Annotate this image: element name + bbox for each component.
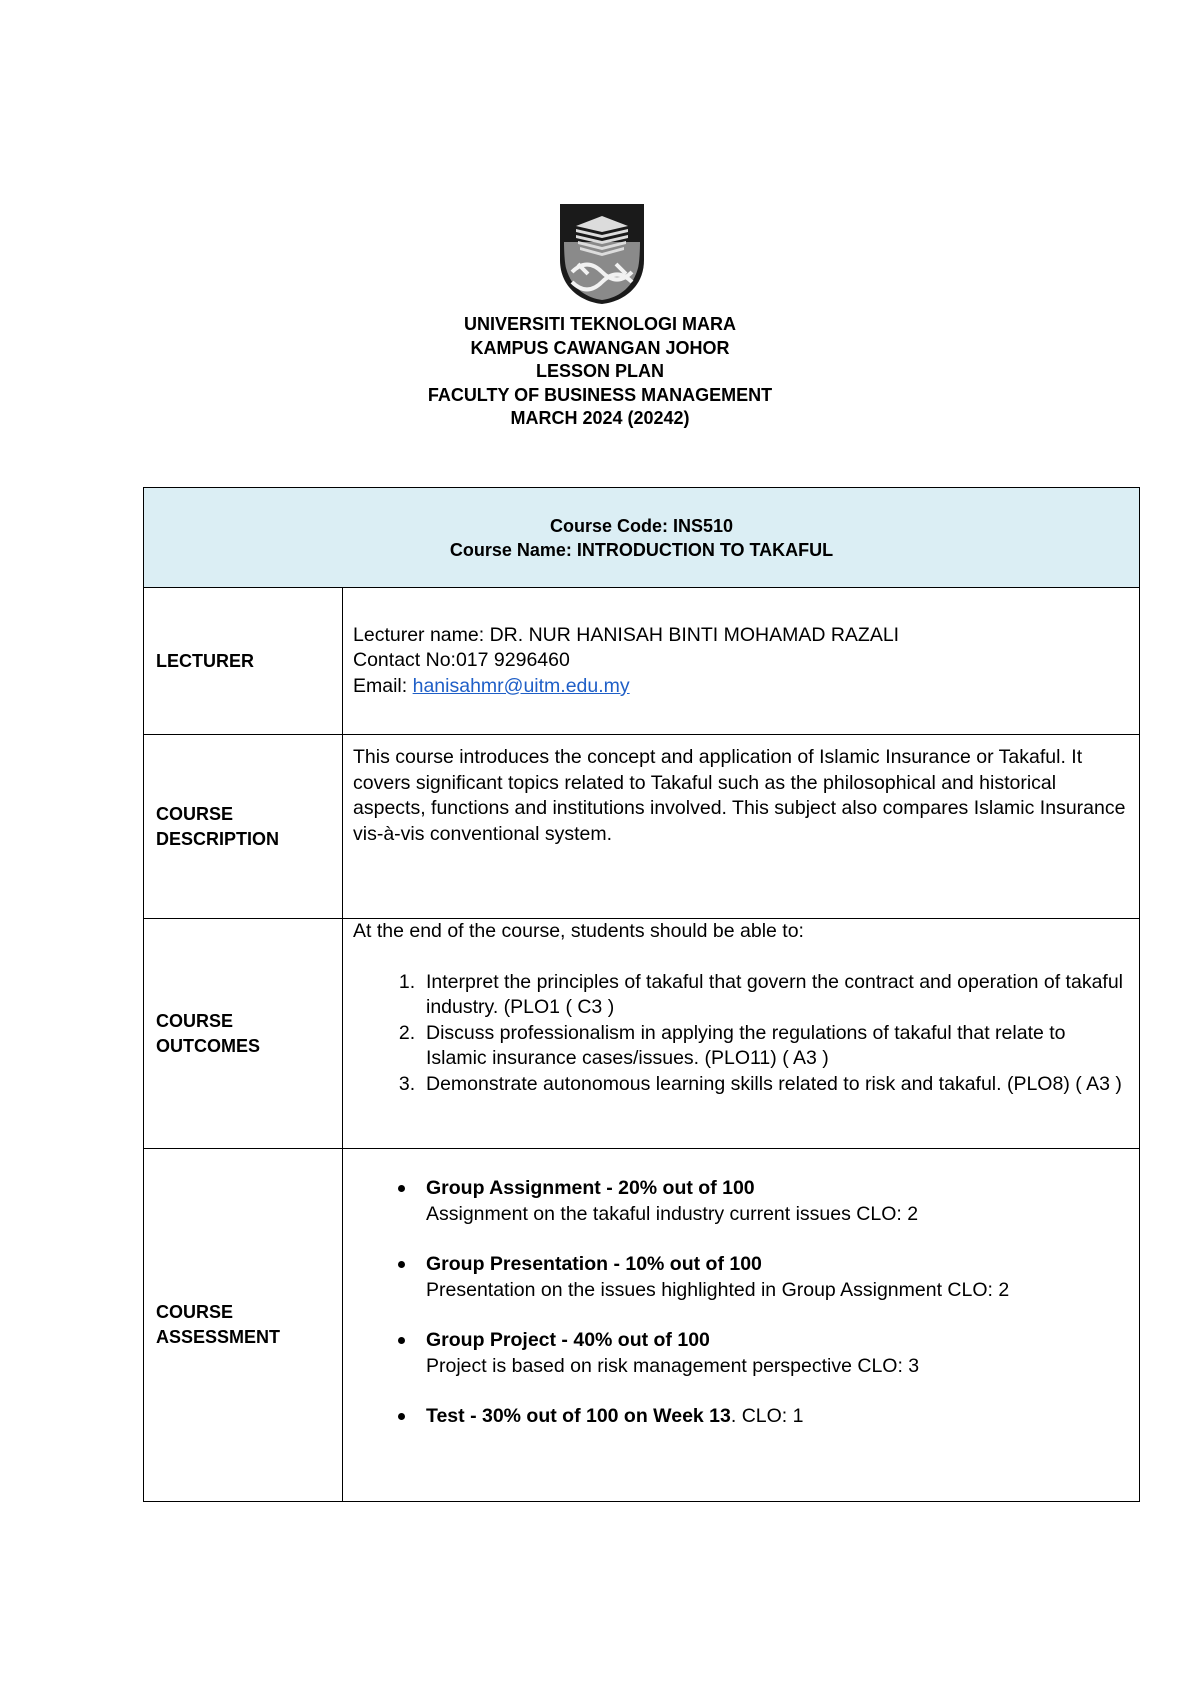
assessment-item xyxy=(398,1404,1129,1430)
bullet-icon xyxy=(398,1261,405,1268)
outcomes-content xyxy=(343,919,1140,1149)
description-label-line-1: COURSE xyxy=(156,803,234,824)
bullet-icon xyxy=(398,1185,405,1192)
description-label xyxy=(144,735,343,919)
assessment-label xyxy=(144,1149,343,1502)
faculty-name: FACULTY OF BUSINESS MANAGEMENT xyxy=(427,384,773,405)
outcome-item: 2. Discuss professionalism in applying the regulations of takaful that relate to Islamic insurance cases/issues. (PLO11) ( A3 ) xyxy=(426,1021,1129,1072)
semester: MARCH 2024 (20242) xyxy=(510,408,690,428)
lecturer-email-line xyxy=(353,674,1129,700)
bullet-icon xyxy=(398,1337,405,1344)
outcomes-row xyxy=(144,919,1140,1149)
outcome-item: 1. Interpret the principles of takaful that govern the contract and operation of takaful industry. (PLO1 ( C3 ) xyxy=(426,970,1129,1021)
assessment-label-line-2: ASSESSMENT xyxy=(156,1327,281,1347)
lesson-plan-table xyxy=(143,487,1140,1502)
description-row xyxy=(144,735,1140,919)
lecturer-email-link[interactable]: hanisahmr@uitm.edu.my xyxy=(412,674,630,697)
assessment-title: Test - 30% out of 100 on Week 13 xyxy=(426,1405,731,1427)
assessment-detail: Assignment on the takaful industry current issues CLO: 2 xyxy=(426,1202,919,1225)
assessment-item xyxy=(398,1176,1129,1227)
assessment-detail: Presentation on the issues highlighted in Group Assignment CLO: 2 xyxy=(426,1278,1010,1301)
lecturer-name: Lecturer name: DR. NUR HANISAH BINTI MOHAMAD RAZALI xyxy=(353,623,900,646)
assessment-title: Group Project - 40% out of 100 xyxy=(426,1329,710,1351)
assessment-label-line-1: COURSE xyxy=(156,1302,234,1322)
description-label-line-2: DESCRIPTION xyxy=(156,828,280,849)
description-text: This course introduces the concept and application of Islamic Insurance or Takaful. It covers significant topics related to Takaful such as the philosophical and historical aspects, functions and institutions involved. This subject also compares Islamic Insurance vis-à-vis conventional system. xyxy=(343,735,1140,919)
uitm-crest-icon xyxy=(558,202,646,306)
outcome-item: 3. Demonstrate autonomous learning skills related to risk and takaful. (PLO8) ( A3 ) xyxy=(426,1072,1129,1098)
university-name: UNIVERSITI TEKNOLOGI MARA xyxy=(463,314,736,334)
outcomes-list xyxy=(353,970,1129,1098)
lecturer-label: LECTURER xyxy=(144,588,343,735)
assessment-detail: . CLO: 1 xyxy=(730,1405,804,1427)
bullet-icon xyxy=(398,1413,405,1420)
lecturer-row xyxy=(144,588,1140,735)
course-header-cell xyxy=(144,488,1140,588)
outcomes-label xyxy=(144,919,343,1149)
lecturer-contact: Contact No:017 9296460 xyxy=(353,649,570,672)
assessment-item xyxy=(398,1328,1129,1379)
document-type: LESSON PLAN xyxy=(535,361,664,381)
campus-name: KAMPUS CAWANGAN JOHOR xyxy=(470,337,730,358)
assessment-content xyxy=(343,1149,1140,1502)
assessment-title: Group Assignment - 20% out of 100 xyxy=(426,1177,755,1199)
course-code: Course Code: INS510 xyxy=(549,515,734,536)
document-header xyxy=(0,313,1200,431)
assessment-item xyxy=(398,1252,1129,1303)
outcomes-label-line-2: OUTCOMES xyxy=(156,1035,261,1056)
email-prefix: Email: xyxy=(353,674,413,697)
assessment-row xyxy=(144,1149,1140,1502)
assessment-detail: Project is based on risk management perspective CLO: 3 xyxy=(426,1354,920,1377)
assessment-title: Group Presentation - 10% out of 100 xyxy=(426,1253,762,1275)
outcomes-intro: At the end of the course, students should be able to: xyxy=(353,920,804,942)
lecturer-details xyxy=(343,588,1140,735)
course-name: Course Name: INTRODUCTION TO TAKAFUL xyxy=(449,539,834,560)
assessment-list xyxy=(353,1176,1129,1430)
outcomes-label-line-1: COURSE xyxy=(156,1010,234,1031)
course-header-row xyxy=(144,488,1140,588)
